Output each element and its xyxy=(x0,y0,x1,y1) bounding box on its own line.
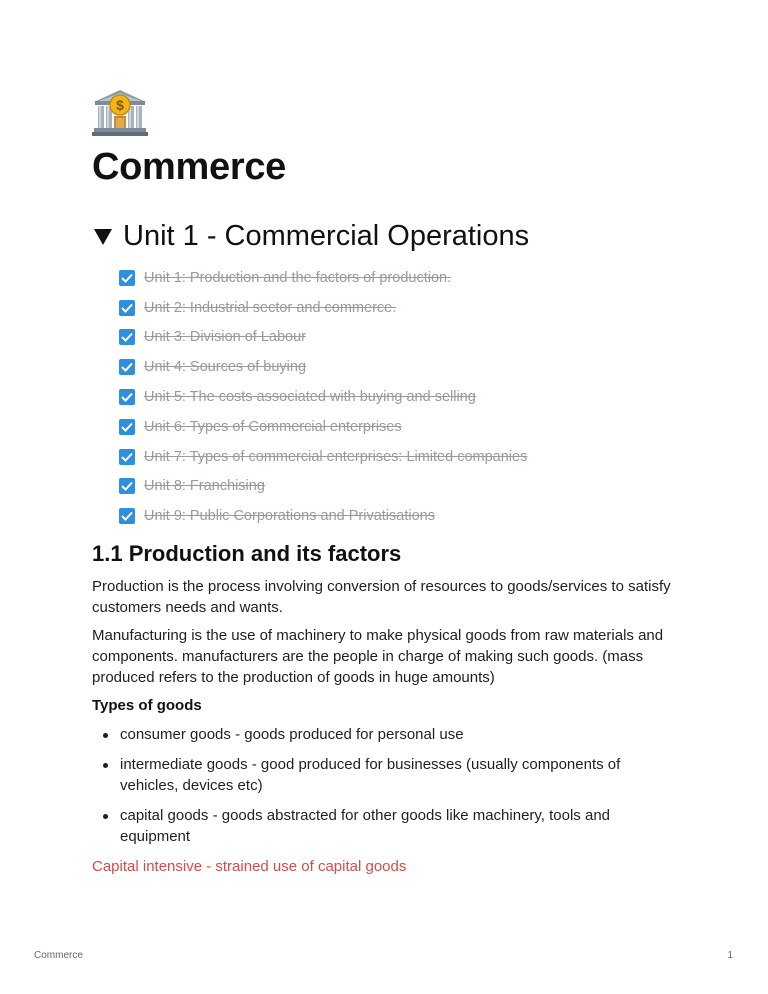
checkbox-checked-icon[interactable] xyxy=(119,300,135,316)
todo-label: Unit 2: Industrial sector and commerce. xyxy=(144,299,397,316)
todo-label: Unit 5: The costs associated with buying and selling xyxy=(144,389,476,406)
todo-label: Unit 1: Production and the factors of production. xyxy=(144,269,452,286)
todo-item xyxy=(119,382,679,412)
todo-label: Unit 9: Public Corporations and Privatisations xyxy=(144,508,435,525)
todo-item xyxy=(119,442,679,472)
todo-label: Unit 3: Division of Labour xyxy=(144,329,306,346)
footer-title: Commerce xyxy=(34,950,83,961)
svg-text:$: $ xyxy=(116,97,124,113)
toggle-heading-unit-1[interactable] xyxy=(92,220,529,253)
checkbox-checked-icon[interactable] xyxy=(119,270,135,286)
todo-label: Unit 6: Types of Commercial enterprises xyxy=(144,418,402,435)
todo-item xyxy=(119,263,679,293)
checkbox-checked-icon[interactable] xyxy=(119,449,135,465)
paragraph-production: Production is the process involving conversion of resources to goods/services to satisfy customers needs and wants. xyxy=(92,578,671,616)
todo-item xyxy=(119,472,679,502)
todo-item xyxy=(119,412,679,442)
page-title: Commerce xyxy=(92,146,287,188)
page-number: 1 xyxy=(727,950,733,961)
checkbox-checked-icon[interactable] xyxy=(119,389,135,405)
todo-item xyxy=(119,293,679,323)
section-heading: 1.1 Production and its factors xyxy=(92,541,402,566)
bank-icon xyxy=(92,86,148,138)
list-item: capital goods - goods abstracted for other goods like machinery, tools and equipment xyxy=(92,805,682,847)
checkbox-checked-icon[interactable] xyxy=(119,359,135,375)
todo-label: Unit 8: Franchising xyxy=(144,478,265,495)
todo-label: Unit 7: Types of commercial enterprises: Limited companies xyxy=(144,448,528,465)
todo-item xyxy=(119,501,679,531)
capital-intensive-note: Capital intensive - strained use of capital goods xyxy=(92,858,407,875)
types-of-goods-label: Types of goods xyxy=(92,697,202,714)
toggle-title: Unit 1 - Commercial Operations xyxy=(123,220,530,252)
todo-list xyxy=(119,263,679,531)
section-content xyxy=(92,541,682,877)
checkbox-checked-icon[interactable] xyxy=(119,508,135,524)
goods-list xyxy=(92,724,682,847)
triangle-down-icon[interactable] xyxy=(92,226,114,248)
list-item: intermediate goods - good produced for businesses (usually components of vehicles, devices etc) xyxy=(92,754,682,796)
checkbox-checked-icon[interactable] xyxy=(119,478,135,494)
checkbox-checked-icon[interactable] xyxy=(119,329,135,345)
paragraph-manufacturing: Manufacturing is the use of machinery to make physical goods from raw materials and components. manufacturers are the people in charge of making such goods. (mass produced refers to the production of goods in huge amounts) xyxy=(92,627,664,686)
list-item: consumer goods - goods produced for personal use xyxy=(92,724,682,745)
todo-item xyxy=(119,323,679,353)
todo-item xyxy=(119,352,679,382)
checkbox-checked-icon[interactable] xyxy=(119,419,135,435)
todo-label: Unit 4: Sources of buying xyxy=(144,359,307,376)
